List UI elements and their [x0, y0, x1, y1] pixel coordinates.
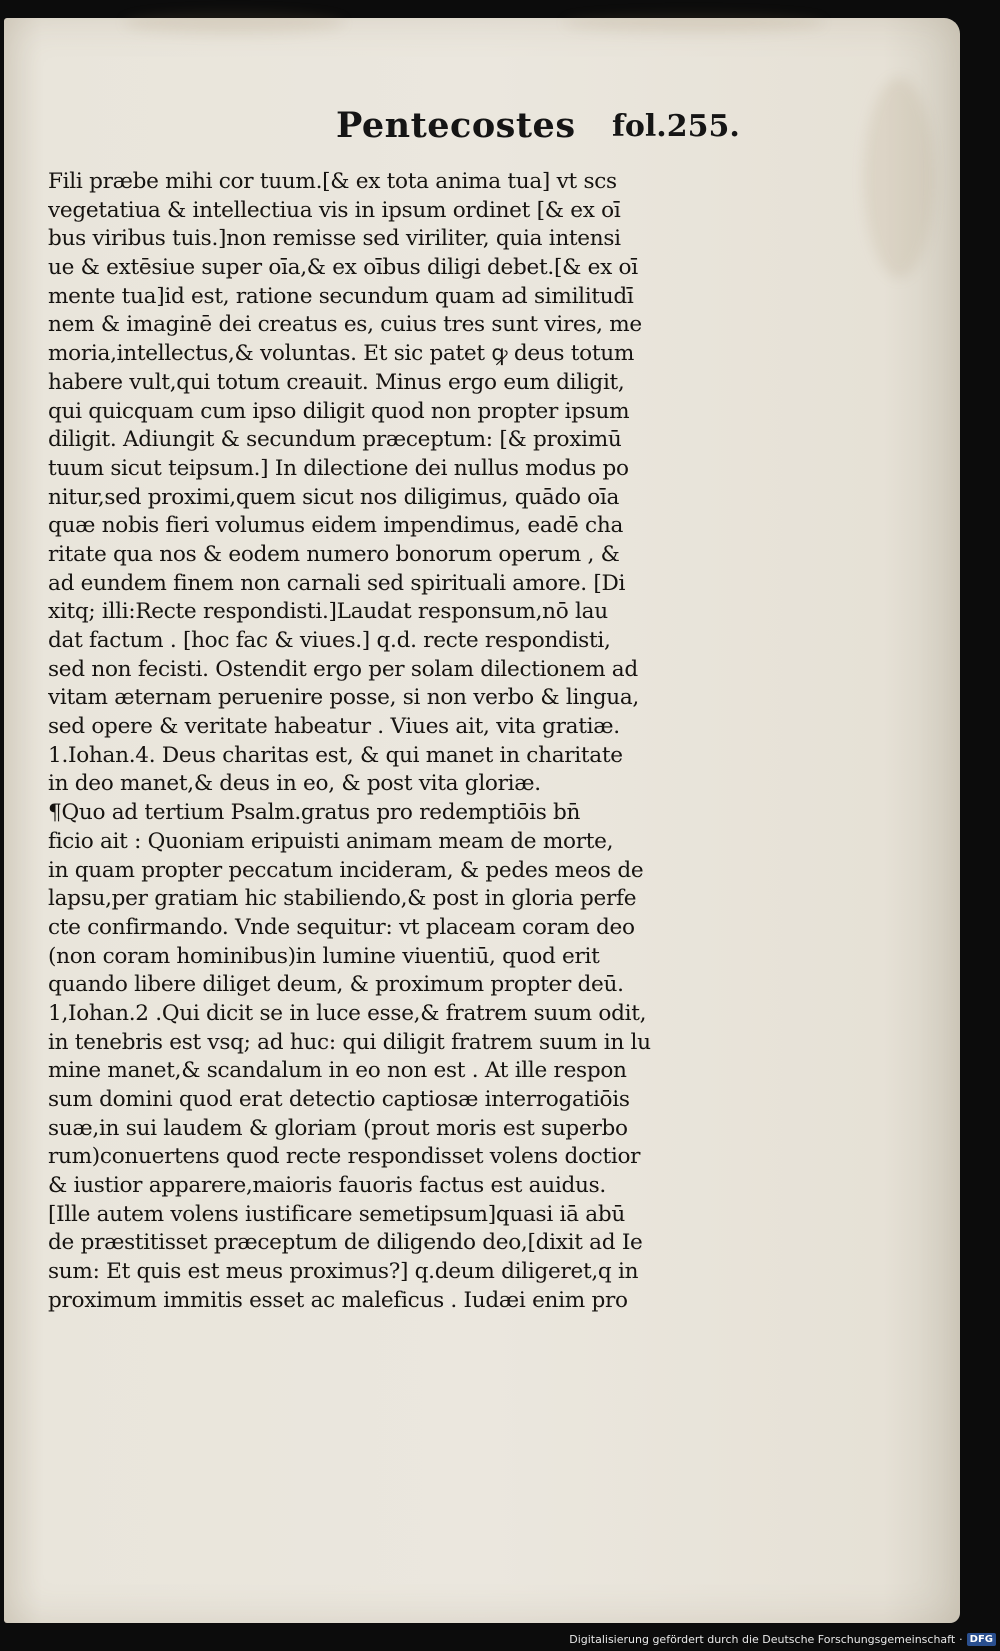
text-line: de præstitisset præceptum de diligendo deo,[dixit ad Ie: [48, 1230, 643, 1256]
text-line: mente tua]id est, ratione secundum quam ad similitudī: [48, 283, 634, 309]
text-line: ad eundem finem non carnali sed spirituali amore. [Di: [48, 570, 626, 596]
text-line: vitam æternam peruenire posse, si non verbo & lingua,: [48, 685, 639, 711]
text-line: bus viribus tuis.]non remisse sed viriliter, quia intensi: [48, 226, 621, 252]
text-line: quæ nobis fieri volumus eidem impendimus, eadē cha: [48, 513, 624, 539]
text-line: [Ille autem volens iustificare semetipsum]quasi iā abū: [48, 1201, 625, 1227]
running-title: Pentecostes: [336, 105, 576, 146]
text-line: rum)conuertens quod recte respondisset volens doctior: [48, 1144, 641, 1170]
text-line: sum: Et quis est meus proximus?] q.deum diligeret,q in: [48, 1259, 639, 1285]
text-line: xitq; illi:Recte respondisti.]Laudat responsum,nō lau: [48, 599, 608, 625]
text-line: suæ,in sui laudem & gloriam (prout moris est superbo: [48, 1115, 628, 1141]
text-line: nitur,sed proximi,quem sicut nos diligimus, quādo oīa: [48, 484, 620, 510]
text-line: vegetatiua & intellectiua vis in ipsum ordinet [& ex oī: [48, 197, 621, 223]
text-line: ficio ait : Quoniam eripuisti animam meam de morte,: [48, 828, 614, 854]
text-line: tuum sicut teipsum.] In dilectione dei nullus modus po: [48, 455, 629, 481]
text-line: habere vult,qui totum creauit. Minus ergo eum diligit,: [48, 369, 625, 395]
text-line: lapsu,per gratiam hic stabiliendo,& post in gloria perfe: [48, 886, 637, 912]
text-line: nem & imaginē dei creatus es, cuius tres sunt vires, me: [48, 312, 642, 338]
credit-text: Digitalisierung gefördert durch die Deutsche Forschungsgemeinschaft: [569, 1632, 956, 1646]
page-stain: [124, 12, 344, 34]
text-line: cte confirmando. Vnde sequitur: vt placeam coram deo: [48, 914, 635, 940]
text-line: sum domini quod erat detectio captiosæ interrogatiōis: [48, 1087, 630, 1112]
text-line: moria,intellectus,& voluntas. Et sic patet ꝙ deus totum: [48, 341, 635, 367]
text-line: ritate qua nos & eodem numero bonorum operum , &: [48, 541, 620, 567]
text-line: & iustior apparere,maioris fauoris factus est auidus.: [48, 1173, 606, 1199]
text-line: diligit. Adiungit & secundum præceptum: [& proximū: [48, 427, 622, 453]
text-line: sed opere & veritate habeatur . Viues ait, vita gratiæ.: [48, 714, 620, 740]
body-text: [48, 168, 738, 1316]
text-line: in quam propter peccatum incideram, & pedes meos de: [48, 857, 644, 883]
digitization-credit: Digitalisierung gefördert durch die Deutsche Forschungsgemeinschaft · DFG: [569, 1630, 996, 1648]
dfg-logo-icon: DFG: [967, 1633, 996, 1646]
text-line: in deo manet,& deus in eo, & post vita gloriæ.: [48, 771, 541, 797]
text-line: qui quicquam cum ipso diligit quod non propter ipsum: [48, 398, 630, 424]
text-line: proximum immitis esset ac maleficus . Iudæi enim pro: [48, 1287, 628, 1313]
text-line: dat factum . [hoc fac & viues.] q.d. recte respondisti,: [48, 628, 611, 653]
text-line: 1.Iohan.4. Deus charitas est, & qui manet in charitate: [48, 742, 623, 768]
text-line: Fili præbe mihi cor tuum.[& ex tota anima tua] vt scs: [48, 169, 617, 194]
page-header: [0, 105, 1000, 155]
text-line: ¶Quo ad tertium Psalm.gratus pro redemptiōis bn̄: [48, 800, 581, 826]
text-line: sed non fecisti. Ostendit ergo per solam dilectionem ad: [48, 656, 638, 682]
text-line: (non coram hominibus)in lumine viuentiū, quod erit: [48, 943, 600, 969]
text-line: ue & extēsiue super oīa,& ex oībus diligi debet.[& ex oī: [48, 255, 638, 281]
folio-number: fol.255.: [612, 109, 740, 144]
page-stain: [564, 14, 824, 32]
text-line: in tenebris est vsq; ad huc: qui diligit fratrem suum in lu: [48, 1029, 651, 1055]
text-line: quando libere diliget deum, & proximum propter deū.: [48, 972, 624, 998]
text-line: 1,Iohan.2 .Qui dicit se in luce esse,& fratrem suum odit,: [48, 1000, 647, 1026]
text-line: mine manet,& scandalum in eo non est . At ille respon: [48, 1058, 627, 1084]
